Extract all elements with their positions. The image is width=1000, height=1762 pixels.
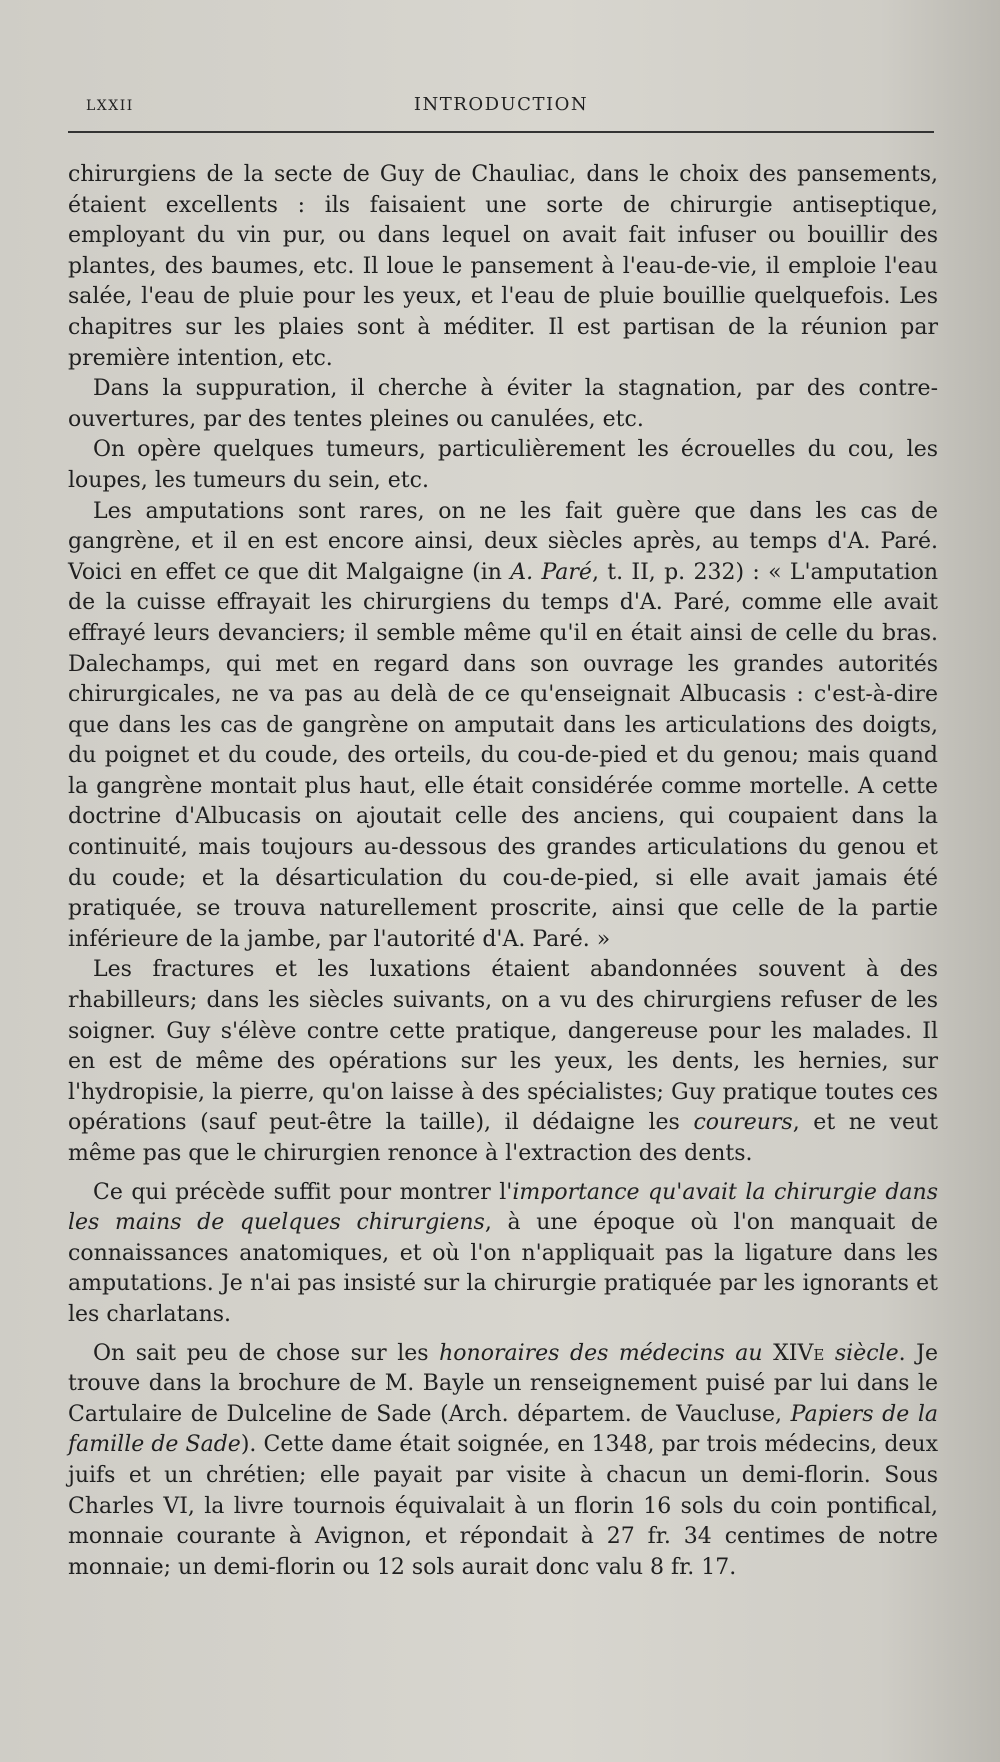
p4-text-a: Les amputations sont rares, on ne les fait guère que dans les cas de gangrène, et il en est encore ainsi, deux siècles après, au temps d'A. Paré. Voici en effet ce que dit Malgaigne (in — [68, 498, 938, 585]
p7-emphasis-2: siècle — [834, 1340, 899, 1366]
body-text — [68, 160, 938, 1583]
page-number: LXXII — [86, 98, 134, 114]
p5-text-a: Les fractures et les luxations étaient abandonnées souvent à des rhabilleurs; dans les siècles suivants, on a vu des chirurgiens refuser de les soigner. Guy s'élève contre cette pratique, dangereuse pour les malades. Il en est de même des opérations sur les yeux, les dents, les hernies, sur l'hydropisie, la pierre, qu'on laisse à des spécialistes; Guy pratique toutes ces opérations (sauf peut-être la taille), il dédaigne les — [68, 957, 938, 1136]
p6-emphasis: importance qu'avait la chirurgie dans les mains de quelques chirurgiens — [68, 1179, 938, 1236]
running-head — [68, 92, 934, 122]
paragraph-2: Dans la suppuration, il cherche à éviter la stagnation, par des contre-ouvertures, par des tentes pleines ou canulées, etc. — [68, 376, 938, 432]
p7-archive-title: Papiers de la famille de Sade — [68, 1401, 938, 1458]
paragraph-6 — [68, 1178, 938, 1331]
p4-text-c: , t. II, p. 232) : « L'amputation de la cuisse effrayait les chirurgiens du temps d'A. Paré, comme elle avait effrayé leurs devanciers; il semble même qu'il en était ainsi de celle du bras. Dalechamps, qui met en regard dans son ouvrage les grandes autorités chirurgicales, ne va pas au delà de ce qu'enseignait Albucasis : c'est-à-dire que dans les cas de gangrène on amputait dans les articulations des doigts, du poignet et du coude, des orteils, du cou-de-pied et du genou; mais quand la gangrène montait plus haut, elle était considérée comme mortelle. A cette doctrine d'Albucasis on ajoutait celle des anciens, qui coupaient dans la continuité, mais toujours au-dessous des grandes articulations du genou et du coude; et la désarticulation du cou-de-pied, si elle avait jamais été pratiquée, se trouva naturellement proscrite, ainsi que celle de la partie inférieure de la jambe, par l'autorité d'A. Paré. » — [68, 559, 939, 952]
p4-citation-title: A. Paré — [510, 559, 592, 585]
paragraph-7 — [68, 1339, 938, 1584]
p6-text-a: Ce qui précède suffit pour montrer l' — [93, 1179, 513, 1205]
p7-text-g: ). Cette dame était soignée, en 1348, par trois médecins, deux juifs et un chrétien; elle payait par visite à chacun un demi-florin. Sous Charles VI, la livre tournois équivalait à un florin 16 sols du coin pontifical, monnaie courante à Avignon, et répondait à 27 fr. 34 centimes de notre monnaie; un demi-florin ou 12 sols aurait donc valu 8 fr. 17. — [68, 1432, 938, 1580]
p5-text-c: , et ne veut même pas que le chirurgien renonce à l'extraction des dents. — [68, 1110, 939, 1166]
p7-text-a: On sait peu de chose sur les — [93, 1340, 440, 1366]
p7-text-e: . Je trouve dans la brochure de M. Bayle un renseignement puisé par lui dans le Cartulaire de Dulceline de Sade (Arch. départem. de Vaucluse, — [68, 1340, 938, 1427]
p7-century: XIVe — [762, 1340, 835, 1366]
p7-emphasis-1: honoraires des médecins au — [439, 1340, 763, 1366]
running-title: INTRODUCTION — [413, 94, 589, 115]
paragraph-4 — [68, 497, 938, 956]
header-rule — [68, 131, 934, 133]
paragraph-1: chirurgiens de la secte de Guy de Chauliac, dans le choix des pansements, étaient excellents : ils faisaient une sorte de chirurgie antiseptique, employant du vin pur, ou dans lequel on avait fait infuser ou bouillir des plantes, des baumes, etc. Il loue le pansement à l'eau-de-vie, il emploie l'eau salée, l'eau de pluie pour les yeux, et l'eau de pluie bouillie quelquefois. Les chapitres sur les plaies sont à méditer. Il est partisan de la réunion par première intention, etc. — [68, 162, 938, 371]
p6-text-c: , à une époque où l'on manquait de connaissances anatomiques, et où l'on n'appliquait pas la ligature dans les amputations. Je n'ai pas insisté sur la chirurgie pratiquée par les ignorants et les charlatans. — [68, 1210, 938, 1327]
paragraph-5 — [68, 955, 938, 1169]
p5-emphasis: coureurs — [693, 1110, 793, 1136]
paragraph-3: On opère quelques tumeurs, particulièrement les écrouelles du cou, les loupes, les tumeurs du sein, etc. — [68, 437, 938, 493]
